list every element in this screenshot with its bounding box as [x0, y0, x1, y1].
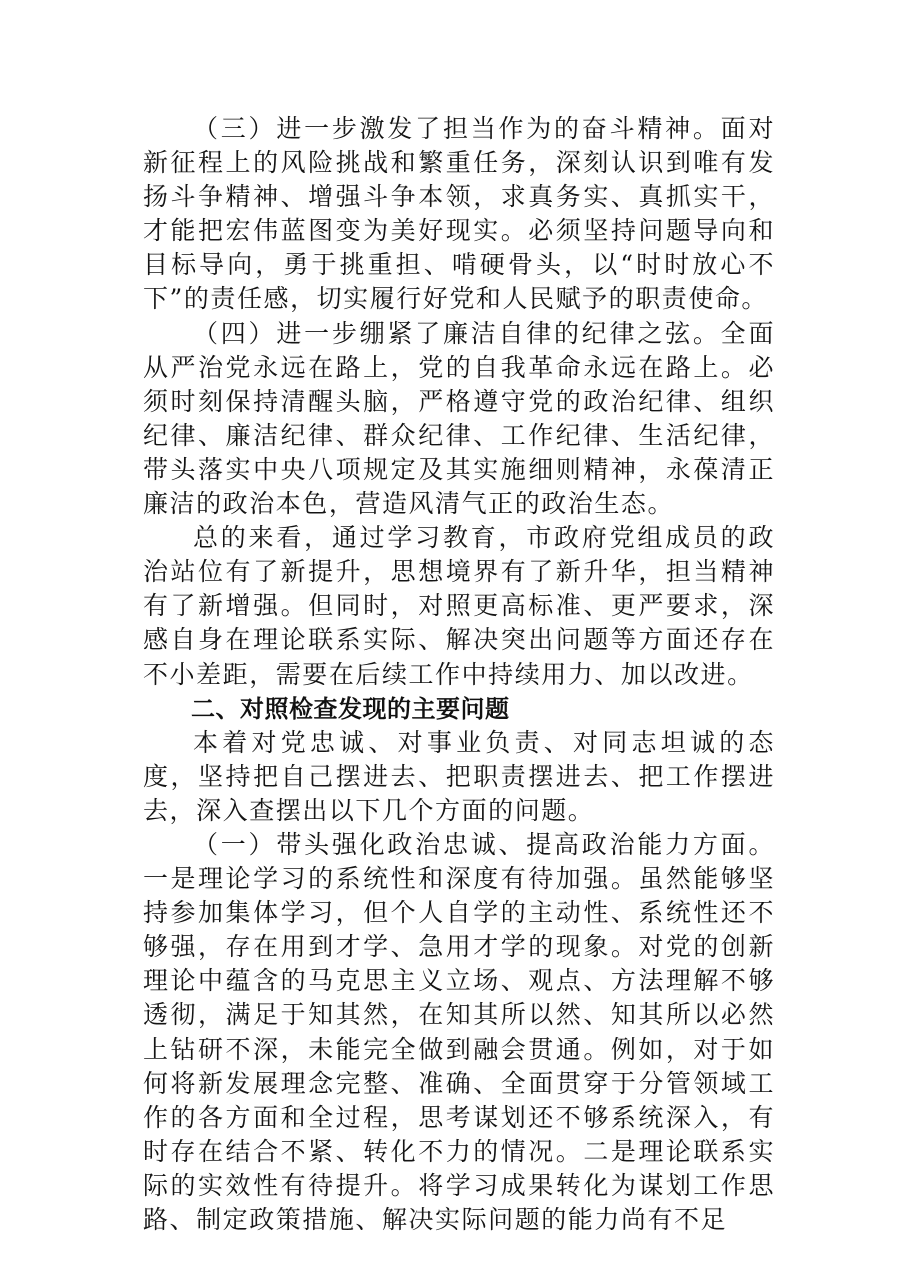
document-body [143, 112, 775, 1237]
paragraph-problem-one: （一）带头强化政治忠诚、提高政治能力方面。一是理论学习的系统性和深度有待加强。虽然能够坚持参加集体学习，但个人自学的主动性、系统性还不够强，存在用到才学、急用才学的现象。对党的创新理论中蕴含的马克思主义立场、观点、方法理解不够透彻，满足于知其然，在知其所以然、知其所以必然上钻研不深，未能完全做到融会贯通。例如，对于如何将新发展理念完整、准确、全面贯穿于分管领域工作的各方面和全过程，思考谋划还不够系统深入，有时存在结合不紧、转化不力的情况。二是理论联系实际的实效性有待提升。将学习成果转化为谋划工作思路、制定政策措施、解决实际问题的能力尚有不足 [143, 829, 775, 1234]
paragraph-summary: 总的来看，通过学习教育，市政府党组成员的政治站位有了新提升，思想境界有了新升华，担当精神有了新增强。但同时，对照更高标准、更严要求，深感自身在理论联系实际、解决突出问题等方面还存在不小差距，需要在后续工作中持续用力、加以改进。 [143, 523, 775, 689]
paragraph-section-three: （三）进一步激发了担当作为的奋斗精神。面对新征程上的风险挑战和繁重任务，深刻认识到唯有发扬斗争精神、增强斗争本领，求真务实、真抓实干，才能把宏伟蓝图变为美好现实。必须坚持问题导向和目标导向，勇于挑重担、啃硬骨头，以“时时放心不下”的责任感，切实履行好党和人民赋予的职责使命。 [143, 114, 775, 314]
paragraph-intro-problems: 本着对党忠诚、对事业负责、对同志坦诚的态度，坚持把自己摆进去、把职责摆进去、把工作摆进去，深入查摆出以下几个方面的问题。 [143, 727, 775, 825]
section-heading-main-problems: 二、对照检查发现的主要问题 [191, 694, 510, 723]
paragraph-section-four: （四）进一步绷紧了廉洁自律的纪律之弦。全面从严治党永远在路上，党的自我革命永远在路上。必须时刻保持清醒头脑，严格遵守党的政治纪律、组织纪律、廉洁纪律、群众纪律、工作纪律、生活纪律，带头落实中央八项规定及其实施细则精神，永葆清正廉洁的政治本色，营造风清气正的政治生态。 [143, 318, 775, 519]
